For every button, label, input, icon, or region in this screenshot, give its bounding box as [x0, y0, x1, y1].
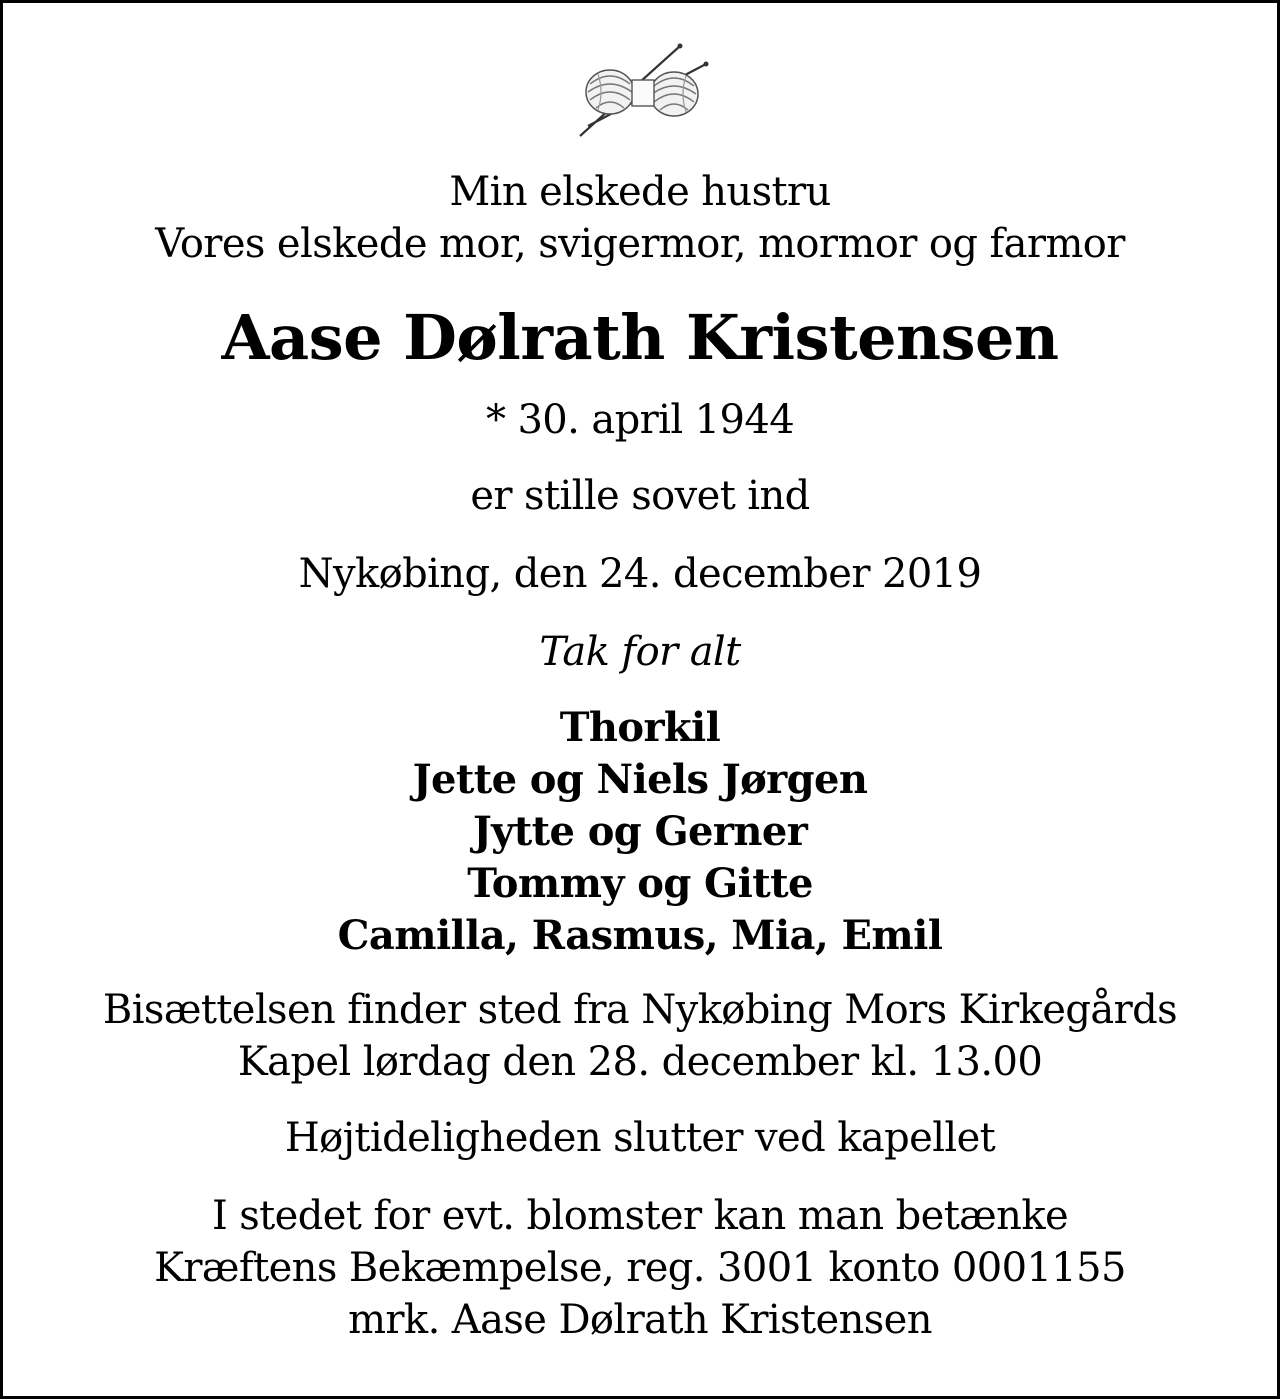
ceremony-line-1: Bisættelsen finder sted fra Nykøbing Mors Kirkegårds — [102, 987, 1178, 1033]
ceremony-line-2: Kapel lørdag den 28. december kl. 13.00 — [237, 1039, 1043, 1085]
deceased-name: Aase Dølrath Kristensen — [221, 301, 1059, 374]
family-line: Jette og Niels Jørgen — [412, 756, 868, 803]
ceremony-end-text: Højtideligheden slutter ved kapellet — [284, 1115, 996, 1161]
intro-line-2: Vores elskede mor, svigermor, mormor og farmor — [155, 221, 1125, 267]
family-line: Camilla, Rasmus, Mia, Emil — [337, 912, 943, 959]
family-line: Thorkil — [559, 704, 721, 751]
family-line: Tommy og Gitte — [467, 860, 813, 907]
thanks-text: Tak for alt — [539, 629, 741, 675]
family-line: Jytte og Gerner — [472, 808, 808, 855]
donation-line-2: Kræftens Bekæmpelse, reg. 3001 konto 0001155 — [154, 1245, 1126, 1291]
yarn-balls-knitting-needles-icon — [574, 38, 714, 142]
donation-line-1: I stedet for evt. blomster kan man betænke — [211, 1193, 1069, 1239]
place-and-date: Nykøbing, den 24. december 2019 — [298, 551, 982, 597]
birth-date: * 30. april 1944 — [485, 397, 795, 443]
passing-text: er stille sovet ind — [470, 473, 810, 519]
donation-line-3: mrk. Aase Dølrath Kristensen — [348, 1297, 932, 1343]
intro-line-1: Min elskede hustru — [449, 169, 831, 215]
